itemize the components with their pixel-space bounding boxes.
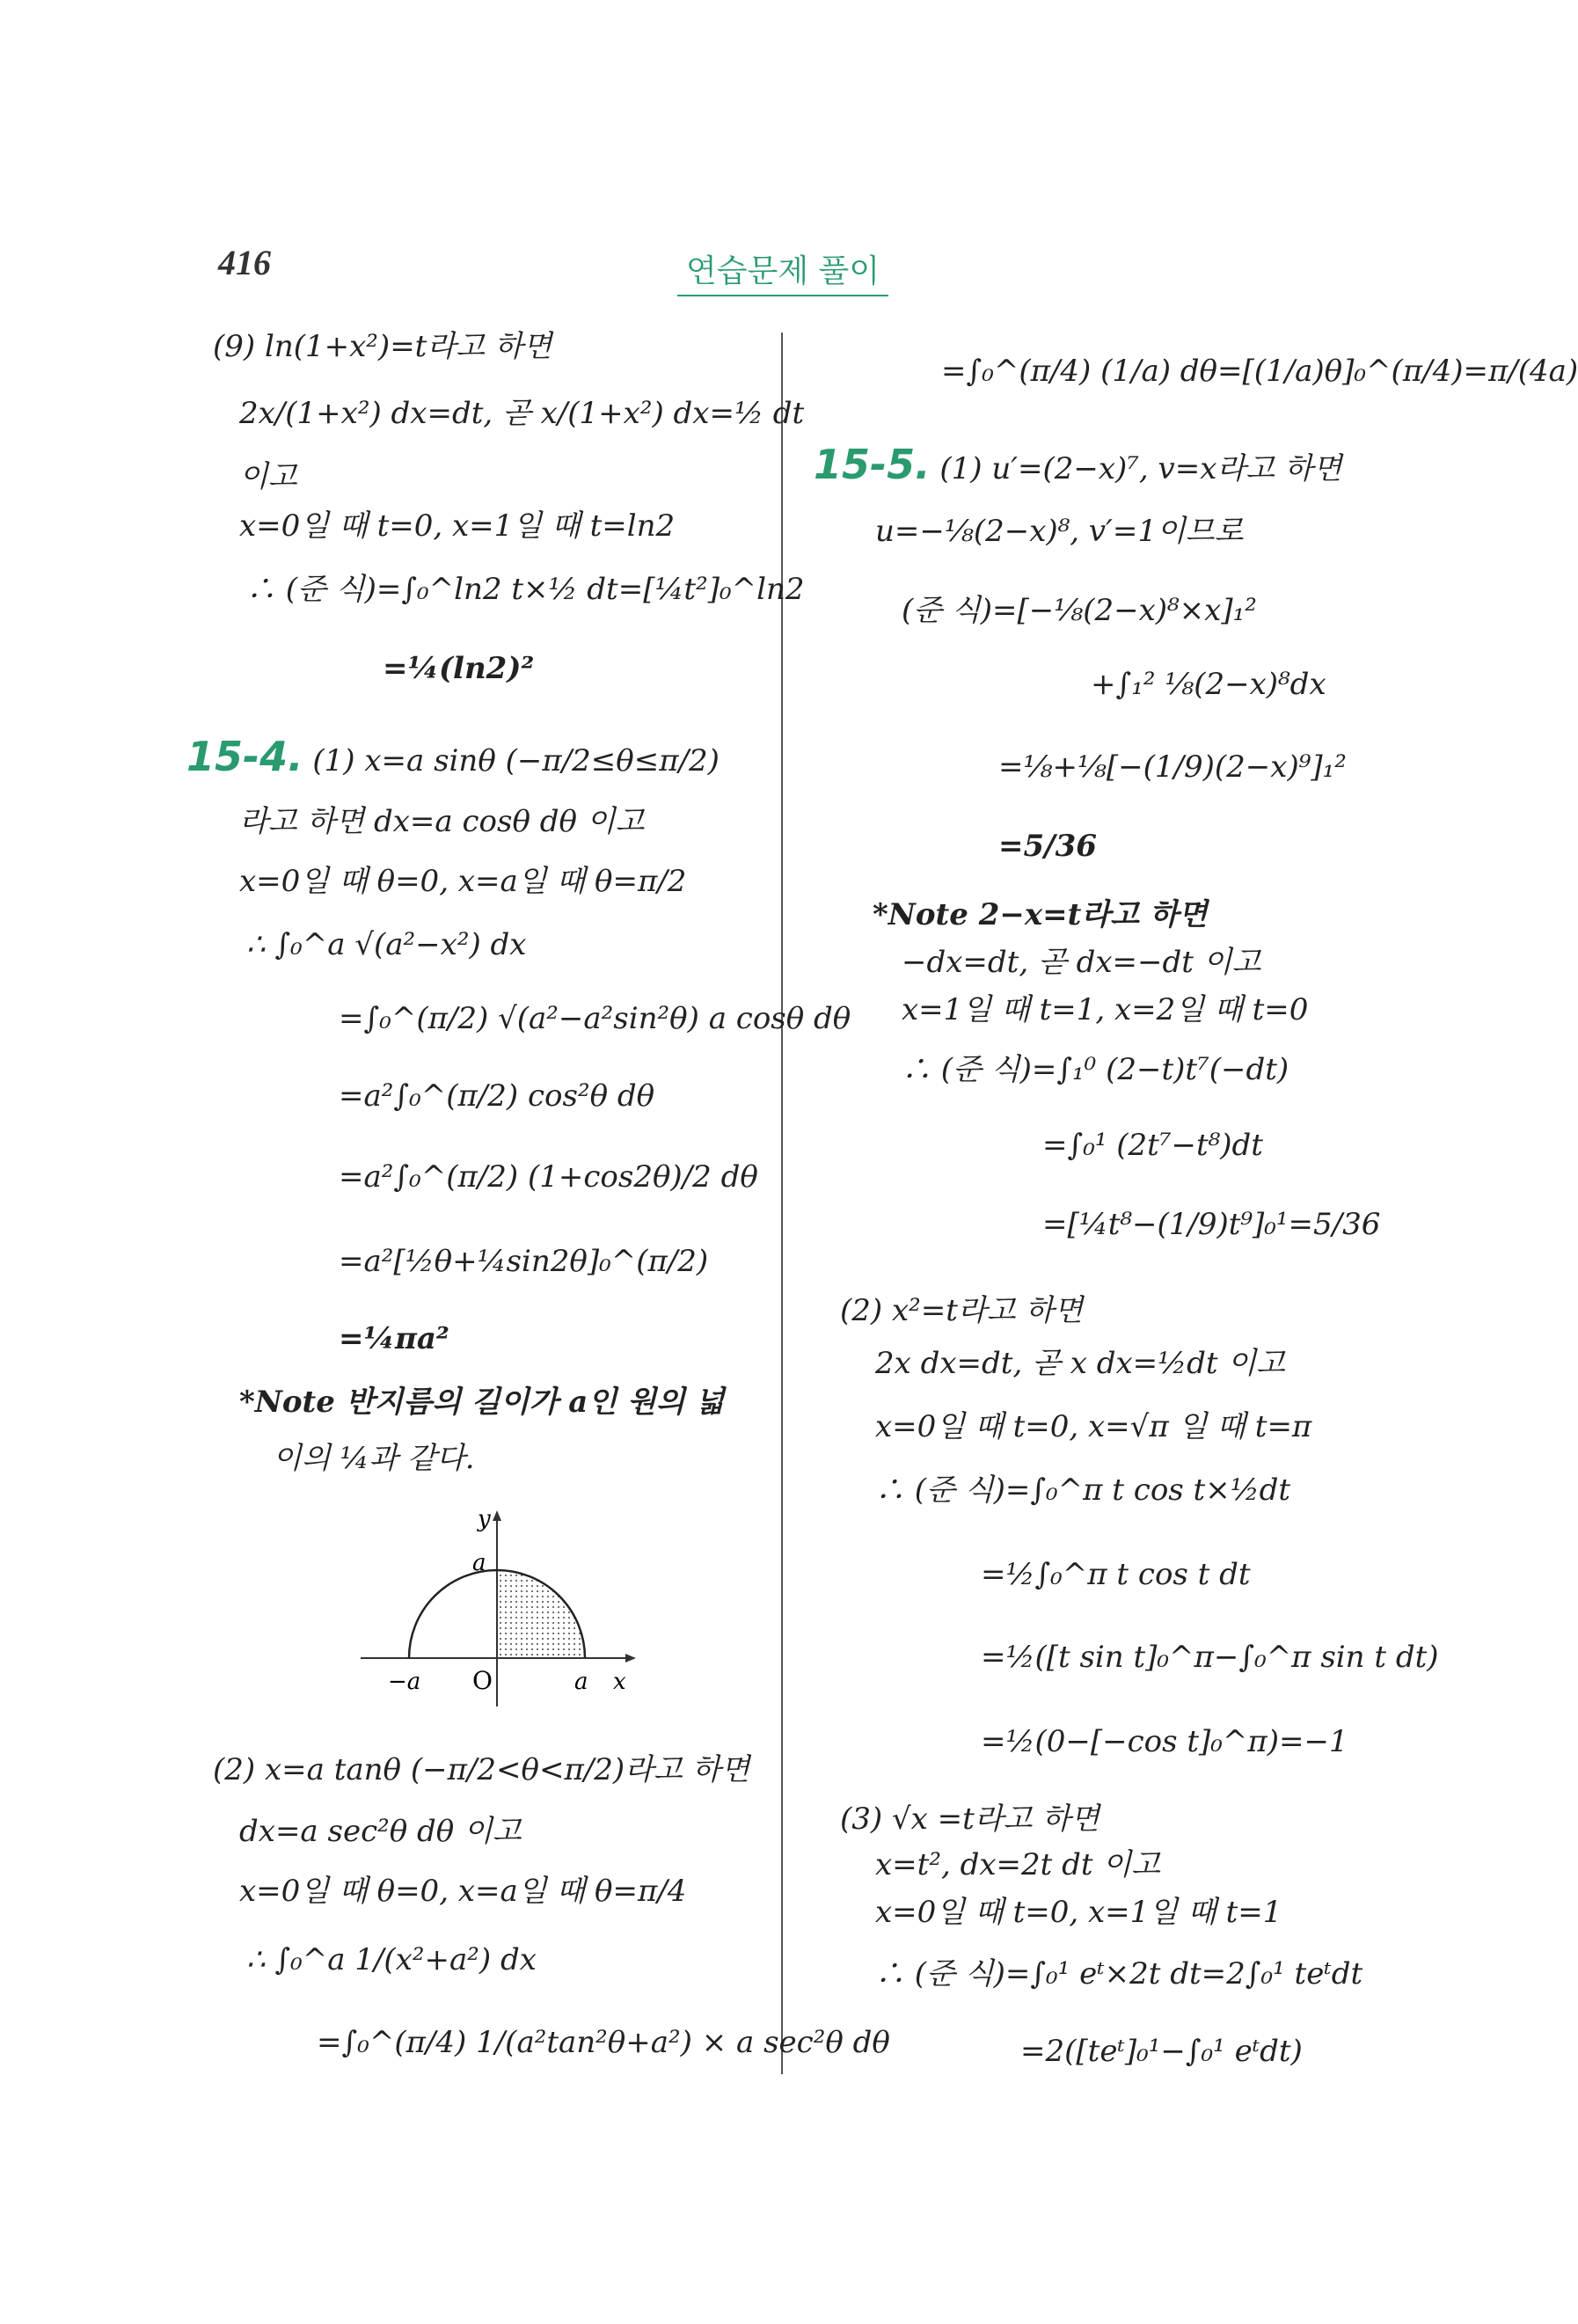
line-text: (2) x=a tanθ (−π/2<θ<π/2)라고 하면 (213, 1752, 750, 1787)
solution-line (1042, 1126, 1263, 1165)
line-text: ∴ ∫₀^a √(a²−x²) dx (246, 927, 527, 962)
solution-line (981, 1722, 1348, 1761)
line-text: dx=a sec²θ dθ 이고 (239, 1814, 522, 1849)
solution-line (186, 733, 720, 780)
solution-line (840, 1800, 1099, 1838)
line-text: (1) u′=(2−x)⁷, v=x라고 하면 (930, 451, 1342, 486)
solution-line (239, 802, 644, 841)
solution-line (239, 862, 686, 901)
page-number: 416 (218, 243, 271, 282)
solution-line (875, 1471, 1290, 1509)
a-label: a (574, 1669, 588, 1695)
line-text: 2x/(1+x²) dx=dt, 곧 x/(1+x²) dx=½ dt (239, 396, 805, 431)
x-axis-label: x (613, 1669, 626, 1695)
solution-line (339, 1077, 654, 1115)
solution-line (339, 1158, 758, 1196)
shaded-region (497, 1570, 585, 1658)
solution-line (902, 990, 1308, 1029)
line-text: x=t², dx=2t dt 이고 (875, 1847, 1161, 1882)
running-title: 연습문제 풀이 (677, 246, 888, 296)
y-axis-arrow (493, 1510, 501, 1521)
solution-line (239, 457, 297, 496)
solution-line (1091, 665, 1326, 704)
line-text: =[¼t⁸−(1/9)t⁹]₀¹=5/36 (1042, 1207, 1381, 1242)
line-text: x=0일 때 t=0, x=1일 때 t=1 (875, 1895, 1282, 1930)
line-text: =¼πa² (339, 1321, 449, 1356)
solution-line (998, 748, 1347, 786)
solution-line (246, 570, 805, 609)
solution-line (239, 1872, 686, 1911)
y-axis-label: y (478, 1506, 491, 1532)
line-text: =a²∫₀^(π/2) cos²θ dθ (339, 1078, 655, 1114)
solution-line (875, 512, 1243, 551)
line-text: x=1일 때 t=1, x=2일 때 t=0 (902, 992, 1309, 1027)
solution-line (875, 1893, 1282, 1932)
solution-line (339, 1242, 708, 1281)
solution-line (246, 925, 526, 964)
line-text: (준 식)=[−⅛(2−x)⁸×x]₁² (902, 593, 1257, 628)
solution-line (814, 441, 1342, 488)
line-text: =∫₀^(π/2) √(a²−a²sin²θ) a cosθ dθ (339, 1001, 851, 1036)
line-text: +∫₁² ⅛(2−x)⁸dx (1091, 667, 1326, 702)
line-text: 라고 하면 dx=a cosθ dθ 이고 (239, 804, 645, 839)
solution-line (239, 1812, 522, 1851)
solution-line (998, 827, 1097, 866)
line-text: =a²[½θ+¼sin2θ]₀^(π/2) (339, 1244, 709, 1279)
line-text: x=0일 때 t=0, x=1일 때 t=ln2 (239, 508, 676, 544)
line-text: =5/36 (998, 829, 1097, 864)
solution-line (875, 1845, 1160, 1884)
line-text: =½(0−[−cos t]₀^π)=−1 (981, 1724, 1348, 1759)
line-text: 이의 ¼과 같다. (273, 1441, 475, 1476)
line-text: =½∫₀^π t cos t dt (981, 1557, 1251, 1592)
solution-line (383, 649, 534, 688)
line-text: =∫₀^(π/4) (1/a) dθ=[(1/a)θ]₀^(π/4)=π/(4a) (941, 354, 1578, 389)
solution-line (902, 591, 1257, 630)
line-text: x=0일 때 θ=0, x=a일 때 θ=π/2 (239, 864, 687, 899)
line-text: =¼(ln2)² (383, 651, 535, 686)
line-text: ∴ (준 식)=∫₁⁰ (2−t)t⁷(−dt) (902, 1052, 1289, 1087)
solution-line (273, 1439, 475, 1478)
line-text: ∴ (준 식)=∫₀^ln2 t×½ dt=[¼t²]₀^ln2 (246, 572, 805, 607)
line-text: x=0일 때 t=0, x=√π 일 때 t=π (875, 1409, 1312, 1444)
line-text: =a²∫₀^(π/2) (1+cos2θ)/2 dθ (339, 1159, 758, 1195)
line-text: (3) √x =t라고 하면 (840, 1801, 1099, 1837)
solution-line (213, 327, 552, 366)
line-text: =⅛+⅛[−(1/9)(2−x)⁹]₁² (998, 749, 1347, 785)
solution-line (840, 1291, 1083, 1330)
a-top-label: a (472, 1550, 486, 1576)
origin-label: O (472, 1666, 493, 1695)
line-text: =∫₀^(π/4) 1/(a²tan²θ+a²) × a sec²θ dθ (317, 2025, 890, 2060)
line-text: =2([teᵗ]₀¹−∫₀¹ eᵗdt) (1020, 2034, 1303, 2069)
solution-line (902, 943, 1260, 982)
line-text: =½([t sin t]₀^π−∫₀^π sin t dt) (981, 1640, 1439, 1675)
solution-line (875, 1955, 1362, 1993)
solution-line (239, 507, 675, 545)
section-number: 15-5. (814, 441, 931, 488)
solution-line (246, 1940, 537, 1979)
solution-line (902, 1050, 1289, 1089)
solution-line (1042, 1205, 1380, 1244)
line-text: x=0일 때 θ=0, x=a일 때 θ=π/4 (239, 1874, 687, 1909)
solution-line (339, 1319, 449, 1358)
line-text: −dx=dt, 곧 dx=−dt 이고 (902, 945, 1261, 980)
solution-line (239, 1383, 724, 1421)
line-text: u=−⅛(2−x)⁸, v′=1이므로 (875, 514, 1244, 549)
solution-line (339, 999, 851, 1038)
line-text: 2x dx=dt, 곧 x dx=½dt 이고 (875, 1346, 1286, 1381)
line-text: (2) x²=t라고 하면 (840, 1293, 1084, 1328)
x-axis-arrow (625, 1654, 636, 1663)
solution-line (213, 1750, 749, 1789)
line-text: =∫₀¹ (2t⁷−t⁸)dt (1042, 1128, 1263, 1163)
solution-line (239, 394, 804, 433)
solution-line (875, 1344, 1285, 1383)
note-text: *Note 반지름의 길이가 a인 원의 넓 (239, 1385, 725, 1420)
solution-line (317, 2023, 890, 2062)
line-text: ∴ (준 식)=∫₀¹ eᵗ×2t dt=2∫₀¹ teᵗdt (875, 1956, 1363, 1991)
solution-line (981, 1638, 1439, 1677)
solution-line (875, 1407, 1311, 1446)
semicircle-figure (356, 1500, 642, 1715)
solution-line (873, 895, 1208, 934)
line-text: 이고 (239, 459, 297, 494)
solution-line (981, 1555, 1251, 1594)
neg-a-label: −a (388, 1669, 421, 1695)
line-text: (9) ln(1+x²)=t라고 하면 (213, 329, 552, 364)
section-number: 15-4. (186, 733, 303, 780)
line-text: ∴ ∫₀^a 1/(x²+a²) dx (246, 1942, 537, 1977)
solution-line (941, 352, 1578, 391)
solution-line (1020, 2032, 1303, 2071)
note-text: *Note 2−x=t라고 하면 (873, 897, 1208, 932)
line-text: ∴ (준 식)=∫₀^π t cos t×½dt (875, 1473, 1291, 1508)
line-text: (1) x=a sinθ (−π/2≤θ≤π/2) (303, 743, 720, 778)
